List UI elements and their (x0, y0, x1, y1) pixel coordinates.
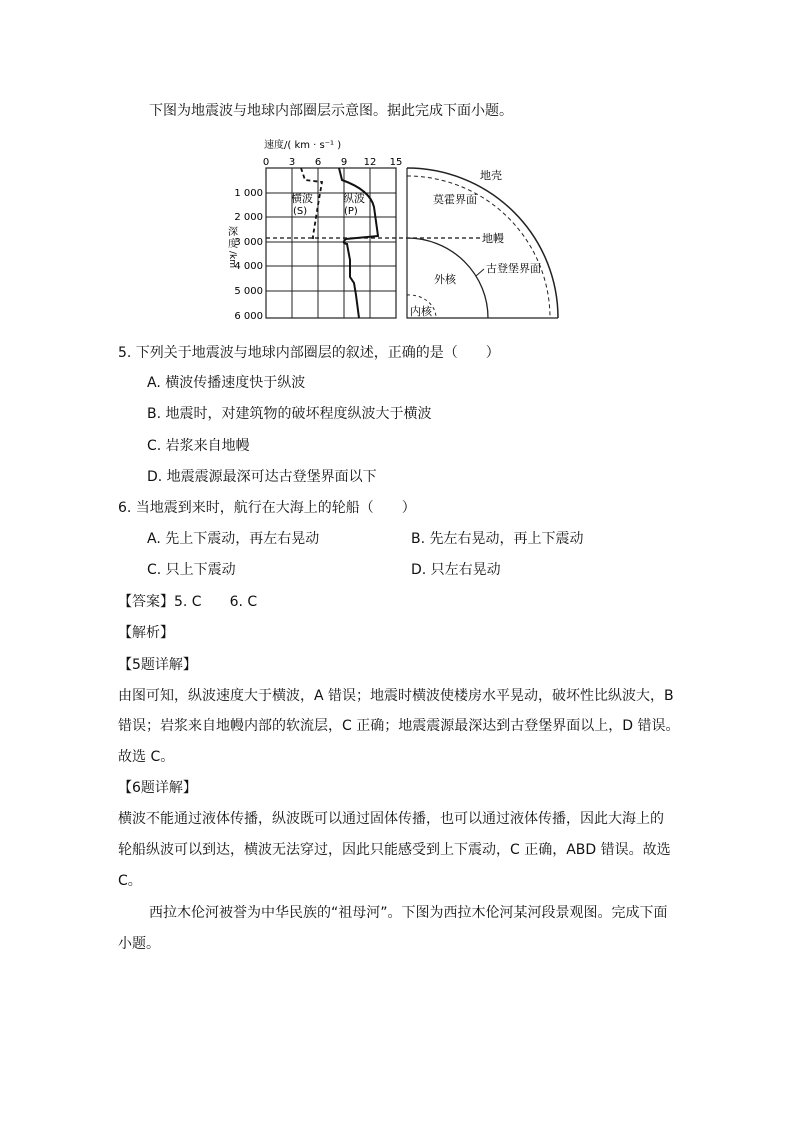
question-5-detail-line: 错误；岩浆来自地幔内部的软流层，C 正确；地震震源最深达到古登堡界面以上，D 错误。 (118, 718, 680, 734)
depth-tick: 6 000 (234, 311, 263, 322)
question-5-option-d: D. 地震震源最深可达古登堡界面以下 (147, 469, 377, 485)
depth-axis-label-char: 深 (228, 227, 238, 238)
intro-text-2-line: 小题。 (118, 936, 160, 952)
gutenberg-label: 古登堡界面 (486, 262, 541, 275)
depth-tick: 1 000 (234, 188, 263, 199)
mantle-label: 地幔 (482, 232, 504, 245)
speed-axis-label: 速度/( km · s⁻¹ ) (264, 140, 342, 151)
moho-arc (407, 176, 550, 318)
question-5-option-b: B. 地震时，对建筑物的破坏程度纵波大于横波 (147, 406, 432, 422)
inner-core-label: 内核 (410, 305, 432, 318)
depth-tick: 3 000 (234, 237, 263, 248)
depth-tick: 4 000 (234, 261, 263, 272)
question-6-detail-line: C。 (118, 873, 142, 889)
question-6-option-a: A. 先上下震动，再左右晃动 (147, 531, 320, 547)
depth-tick: 2 000 (234, 212, 263, 223)
question-5-option-c: C. 岩浆来自地幔 (147, 438, 250, 454)
depth-axis-label-unit: /km (227, 251, 237, 269)
speed-tick: 9 (340, 157, 348, 168)
depth-tick: 5 000 (234, 286, 263, 297)
question-5-detail-line: 由图可知，纵波速度大于横波，A 错误；地震时横波使楼房水平晃动，破坏性比纵波大，B (118, 688, 674, 704)
question-6-option-d: D. 只左右晃动 (411, 562, 501, 578)
depth-axis-label-char: 度 (228, 239, 238, 250)
s-wave-symbol: (S) (293, 206, 308, 217)
speed-tick: 12 (363, 157, 377, 168)
question-6-detail-title: 【6题详解】 (118, 780, 197, 796)
speed-tick: 15 (389, 157, 403, 168)
question-5-detail-line: 故选 C。 (118, 749, 175, 765)
gutenberg-pointer (476, 269, 484, 276)
question-6-option-b: B. 先左右晃动，再上下震动 (411, 531, 584, 547)
question-5-stem: 5. 下列关于地震波与地球内部圈层的叙述，正确的是（ ） (118, 345, 500, 361)
question-5-detail-title: 【5题详解】 (118, 657, 197, 673)
question-6-detail-line: 横波不能通过液体传播，纵波既可以通过固体传播，也可以通过液体传播，因此大海上的 (118, 811, 664, 827)
speed-tick: 3 (288, 157, 296, 168)
question-5-option-a: A. 横波传播速度快于纵波 (147, 375, 306, 391)
outer-core-label: 外核 (434, 273, 456, 286)
question-6-option-c: C. 只上下震动 (147, 562, 236, 578)
intro-text-1: 下图为地震波与地球内部圈层示意图。据此完成下面小题。 (149, 103, 513, 119)
moho-label: 莫霍界面 (433, 193, 477, 206)
p-wave-symbol: (P) (344, 206, 358, 217)
s-wave-label: 横波 (291, 192, 313, 205)
speed-tick: 6 (314, 157, 322, 168)
p-wave-curve (339, 168, 378, 318)
speed-tick: 0 (262, 157, 270, 168)
p-wave-label: 纵波 (343, 192, 365, 205)
question-6-stem: 6. 当地震到来时，航行在大海上的轮船（ ） (118, 500, 416, 516)
crust-label: 地壳 (480, 169, 502, 182)
intro-text-2-line: 西拉木伦河被誉为中华民族的“祖母河”。下图为西拉木伦河某河段景观图。完成下面 (149, 905, 668, 921)
analysis-title: 【解析】 (118, 625, 174, 641)
grid-frame (266, 168, 396, 318)
seismic-wave-earth-layers-figure (222, 135, 572, 329)
question-6-detail-line: 轮船纵波可以到达，横波无法穿过，因此只能感受到上下震动，C 正确，ABD 错误。故选 (118, 842, 671, 858)
answer-line: 【答案】5. C 6. C (118, 594, 258, 610)
